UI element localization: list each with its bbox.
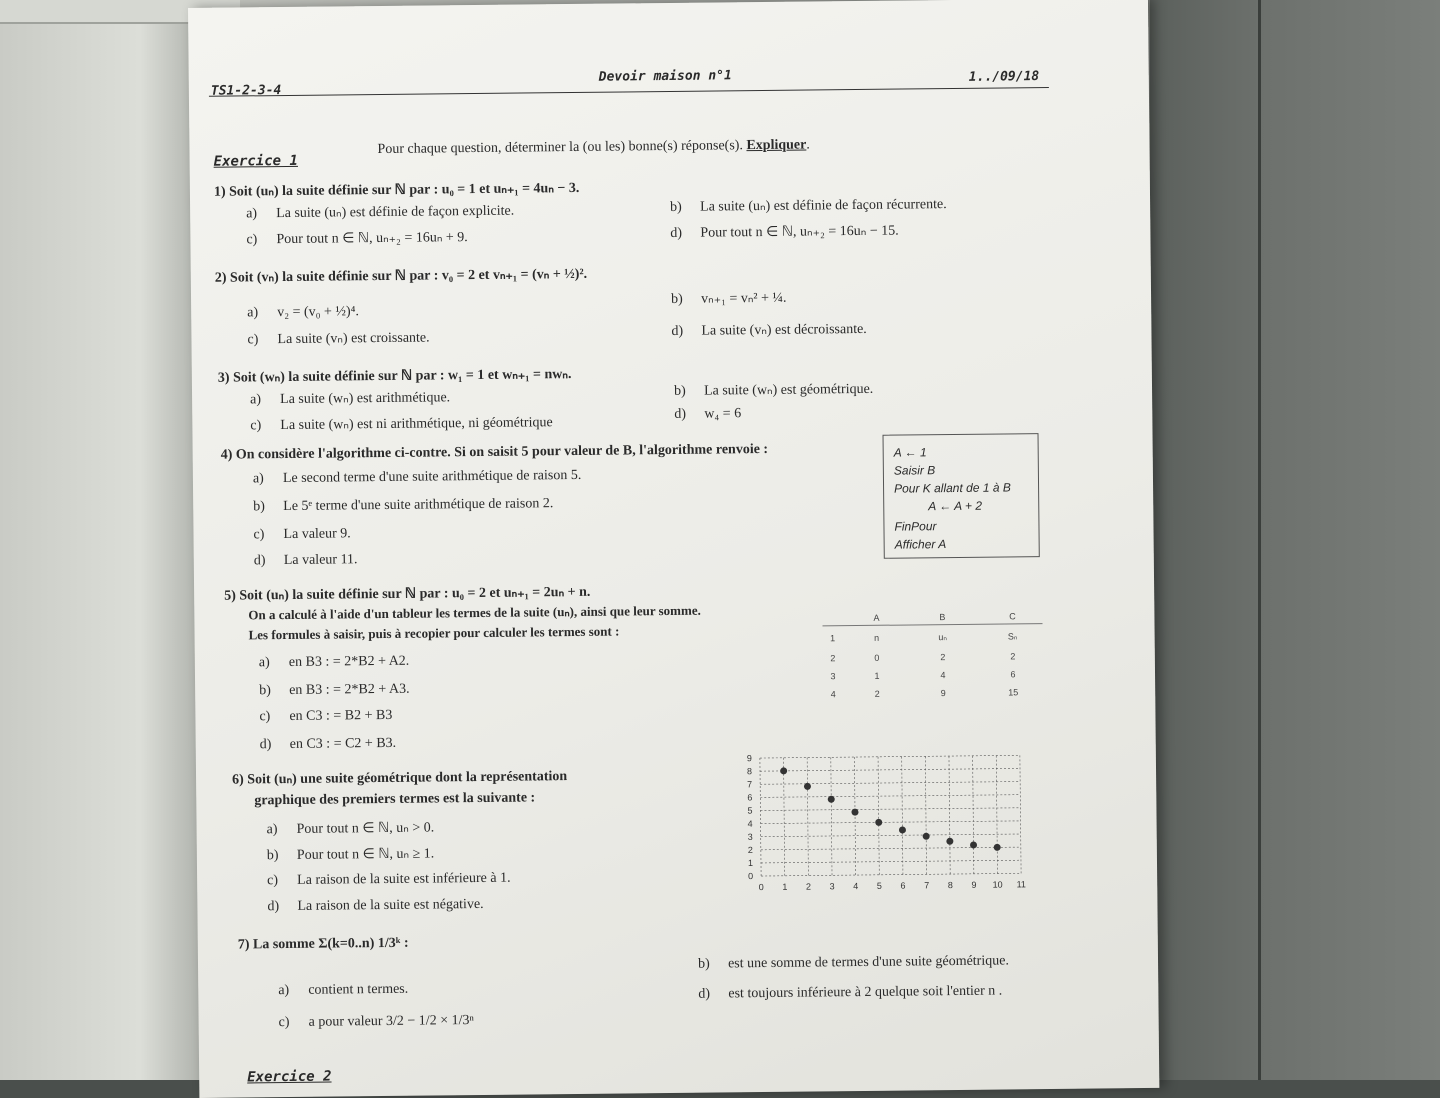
col-header-b: B bbox=[939, 612, 946, 623]
exercise-1-instruction: Pour chaque question, déterminer la (ou les) bonne(s) réponse(s). Expliquer. bbox=[377, 137, 810, 158]
data-point bbox=[994, 844, 1001, 851]
y-tick-label: 7 bbox=[747, 779, 753, 790]
col-header-c: C bbox=[1009, 611, 1016, 622]
data-point bbox=[899, 826, 906, 833]
cell: 4 bbox=[940, 670, 946, 681]
x-tick-label: 9 bbox=[971, 879, 977, 890]
y-tick-label: 2 bbox=[747, 844, 753, 855]
grid-line-h bbox=[760, 782, 1020, 785]
y-tick-label: 9 bbox=[746, 753, 752, 764]
algo-line-2: Saisir B bbox=[893, 463, 936, 478]
question-5-stem-2: On a calculé à l'aide d'un tableur les termes de la suite (uₙ), ainsi que leur somme. bbox=[248, 602, 701, 623]
grid-line-v bbox=[925, 756, 926, 874]
y-tick-label: 3 bbox=[747, 831, 753, 842]
y-tick-label: 6 bbox=[747, 792, 753, 803]
sequence-plot bbox=[736, 745, 1038, 898]
question-4-option-a: a) Le second terme d'une suite arithmétique de raison 5. bbox=[252, 467, 582, 487]
question-5-option-b: b) en B3 : = 2*B2 + A3. bbox=[259, 681, 410, 699]
y-tick-label: 5 bbox=[747, 805, 753, 816]
y-tick-label: 0 bbox=[748, 871, 754, 882]
question-6-option-c: c) La raison de la suite est inférieure à 1. bbox=[267, 870, 511, 889]
cell: Sₙ bbox=[1007, 631, 1018, 642]
grid-line-h bbox=[761, 834, 1021, 837]
algo-line-4: A ← A + 2 bbox=[928, 498, 983, 514]
class-label: TS1-2-3-4 bbox=[210, 83, 282, 99]
grid-line-h bbox=[761, 860, 1021, 863]
question-6-stem-2: graphique des premiers termes est la suivante : bbox=[254, 790, 536, 809]
question-3-option-a: a) La suite (wₙ) est arithmétique. bbox=[250, 390, 451, 408]
question-6-stem: 6) Soit (uₙ) une suite géométrique dont la représentation bbox=[232, 769, 568, 788]
grid-line-h bbox=[760, 768, 1020, 771]
grid-line-v bbox=[973, 756, 974, 874]
question-6-option-b: b) Pour tout n ∈ ℕ, uₙ ≥ 1. bbox=[266, 846, 435, 864]
question-5-stem: 5) Soit (uₙ) la suite définie sur ℕ par : u₀ = 2 et uₙ₊₁ = 2uₙ + n. bbox=[224, 584, 591, 604]
data-point bbox=[780, 767, 787, 774]
x-tick-label: 3 bbox=[829, 881, 835, 892]
grid-line-v bbox=[902, 757, 903, 875]
instruction-text: Pour chaque question, déterminer la (ou les) bonne(s) réponse(s). bbox=[377, 138, 744, 158]
data-point bbox=[875, 819, 882, 826]
question-2-option-c: c) La suite (vₙ) est croissante. bbox=[247, 330, 430, 348]
x-tick-label: 11 bbox=[1016, 879, 1026, 890]
question-1-option-a: a) La suite (uₙ) est définie de façon explicite. bbox=[246, 203, 515, 222]
x-tick-label: 4 bbox=[853, 881, 859, 892]
sequence-graph bbox=[736, 745, 1038, 898]
question-1-option-b: b) La suite (uₙ) est définie de façon récurrente. bbox=[670, 197, 947, 215]
algo-line-6: Afficher A bbox=[894, 537, 947, 552]
question-7-option-c: c) a pour valeur 3/2 − 1/2 × 1/3ⁿ bbox=[278, 1013, 474, 1031]
grid-line-h bbox=[761, 873, 1021, 876]
instruction-emphasis: Expliquer bbox=[746, 137, 807, 154]
x-tick-label: 2 bbox=[805, 881, 812, 892]
x-tick-label: 0 bbox=[758, 882, 764, 893]
question-1-option-d: d) Pour tout n ∈ ℕ, uₙ₊₂ = 16uₙ − 15. bbox=[670, 223, 899, 241]
grid-line-v bbox=[807, 758, 808, 876]
data-point bbox=[923, 833, 930, 840]
question-1-option-c: c) Pour tout n ∈ ℕ, uₙ₊₂ = 16uₙ + 9. bbox=[246, 230, 468, 248]
question-5-option-d: d) en C3 : = C2 + B3. bbox=[259, 735, 397, 753]
folder-right bbox=[1150, 0, 1440, 1080]
binder-left bbox=[0, 0, 200, 1080]
grid-line-v bbox=[878, 757, 879, 875]
question-2-stem: 2) Soit (vₙ) la suite définie sur ℕ par : v₀ = 2 et vₙ₊₁ = (vₙ + ½)². bbox=[214, 266, 588, 286]
cell: 15 bbox=[1008, 687, 1019, 698]
grid-line-v bbox=[1020, 755, 1021, 873]
grid-line-v bbox=[831, 757, 832, 875]
question-7-option-a: a) contient n termes. bbox=[278, 981, 409, 999]
question-7-stem: 7) La somme Σ(k=0..n) 1/3ᵏ : bbox=[237, 935, 409, 953]
question-6-option-a: a) Pour tout n ∈ ℕ, uₙ > 0. bbox=[266, 820, 435, 838]
question-4-option-b: b) Le 5ᵉ terme d'une suite arithmétique de raison 2. bbox=[253, 496, 554, 515]
y-tick-label: 4 bbox=[747, 818, 753, 829]
grid-line-h bbox=[761, 821, 1021, 824]
col-header-a: A bbox=[873, 612, 880, 623]
question-2-option-d: d) La suite (vₙ) est décroissante. bbox=[671, 321, 867, 339]
question-6-option-d: d) La raison de la suite est négative. bbox=[267, 896, 484, 915]
cell: 2 bbox=[940, 652, 946, 663]
question-5-stem-3: Les formules à saisir, puis à recopier pour calculer les termes sont : bbox=[248, 623, 620, 643]
y-tick-label: 8 bbox=[746, 766, 753, 777]
row-num: 1 bbox=[830, 633, 836, 644]
algo-line-3: Pour K allant de 1 à B bbox=[893, 480, 1011, 496]
question-4-stem: 4) On considère l'algorithme ci-contre. Si on saisit 5 pour valeur de B, l'algorithme renvoie : bbox=[220, 441, 769, 463]
question-2-option-b: b) vₙ₊₁ = vₙ² + ¼. bbox=[671, 290, 787, 307]
question-3-option-c: c) La suite (wₙ) est ni arithmétique, ni géométrique bbox=[250, 415, 553, 434]
row-num: 3 bbox=[830, 671, 836, 682]
question-7-option-b: b) est une somme de termes d'une suite géométrique. bbox=[697, 953, 1009, 972]
cell: 9 bbox=[940, 688, 946, 699]
exercise-1-title: Exercice 1 bbox=[213, 152, 298, 170]
question-2-option-a: a) v₂ = (v₀ + ½)⁴. bbox=[247, 304, 360, 321]
y-tick-label: 1 bbox=[747, 858, 754, 869]
question-4-option-d: d) La valeur 11. bbox=[253, 552, 358, 569]
x-tick-label: 10 bbox=[992, 879, 1003, 890]
grid-line-v bbox=[784, 758, 785, 876]
data-point bbox=[970, 841, 977, 848]
homework-sheet bbox=[188, 0, 1159, 1098]
cell: 0 bbox=[874, 652, 880, 663]
algo-line-5: FinPour bbox=[894, 519, 937, 534]
grid-line-h bbox=[760, 795, 1020, 798]
question-3-stem: 3) Soit (wₙ) la suite définie sur ℕ par : w₁ = 1 et wₙ₊₁ = nwₙ. bbox=[217, 367, 572, 386]
page-title: Devoir maison n°1 bbox=[598, 68, 732, 85]
algo-line-1: A ← 1 bbox=[893, 445, 927, 460]
question-5-option-c: c) en C3 : = B2 + B3 bbox=[259, 707, 393, 725]
row-num: 4 bbox=[830, 689, 836, 700]
cell: 1 bbox=[874, 670, 880, 681]
x-tick-label: 8 bbox=[947, 880, 953, 891]
data-point bbox=[946, 838, 953, 845]
grid-line-v bbox=[854, 757, 855, 875]
grid-line-h bbox=[761, 847, 1021, 850]
question-1-stem: 1) Soit (uₙ) la suite définie sur ℕ par : u₀ = 1 et uₙ₊₁ = 4uₙ − 3. bbox=[213, 180, 580, 200]
question-3-option-d: d) w₄ = 6 bbox=[674, 406, 742, 422]
question-5-option-a: a) en B3 : = 2*B2 + A2. bbox=[258, 653, 410, 671]
grid-line-v bbox=[949, 756, 950, 874]
cell: 2 bbox=[1010, 651, 1016, 662]
question-7-option-d: d) est toujours inférieure à 2 quelque soit l'entier n . bbox=[698, 983, 1003, 1002]
header-rule bbox=[209, 87, 1049, 97]
algorithm-box bbox=[883, 433, 1040, 559]
row-num: 2 bbox=[830, 653, 836, 664]
x-tick-label: 5 bbox=[876, 880, 882, 891]
grid-line-h bbox=[760, 755, 1020, 758]
grid-line-v bbox=[996, 756, 997, 874]
exercise-2-title: Exercice 2 bbox=[247, 1068, 332, 1086]
x-tick-label: 6 bbox=[900, 880, 906, 891]
question-3-option-b: b) La suite (wₙ) est géométrique. bbox=[673, 381, 874, 399]
cell: uₙ bbox=[938, 632, 947, 643]
cell: n bbox=[874, 632, 880, 643]
grid-line-h bbox=[760, 808, 1020, 811]
x-tick-label: 1 bbox=[782, 881, 788, 892]
x-tick-label: 7 bbox=[924, 880, 930, 891]
question-4-option-c: c) La valeur 9. bbox=[253, 526, 351, 543]
grid-line-v bbox=[760, 758, 761, 876]
cell: 6 bbox=[1010, 669, 1016, 680]
spreadsheet bbox=[822, 611, 1053, 713]
date-label: 1../09/18 bbox=[968, 69, 1040, 85]
cell: 2 bbox=[874, 688, 880, 699]
